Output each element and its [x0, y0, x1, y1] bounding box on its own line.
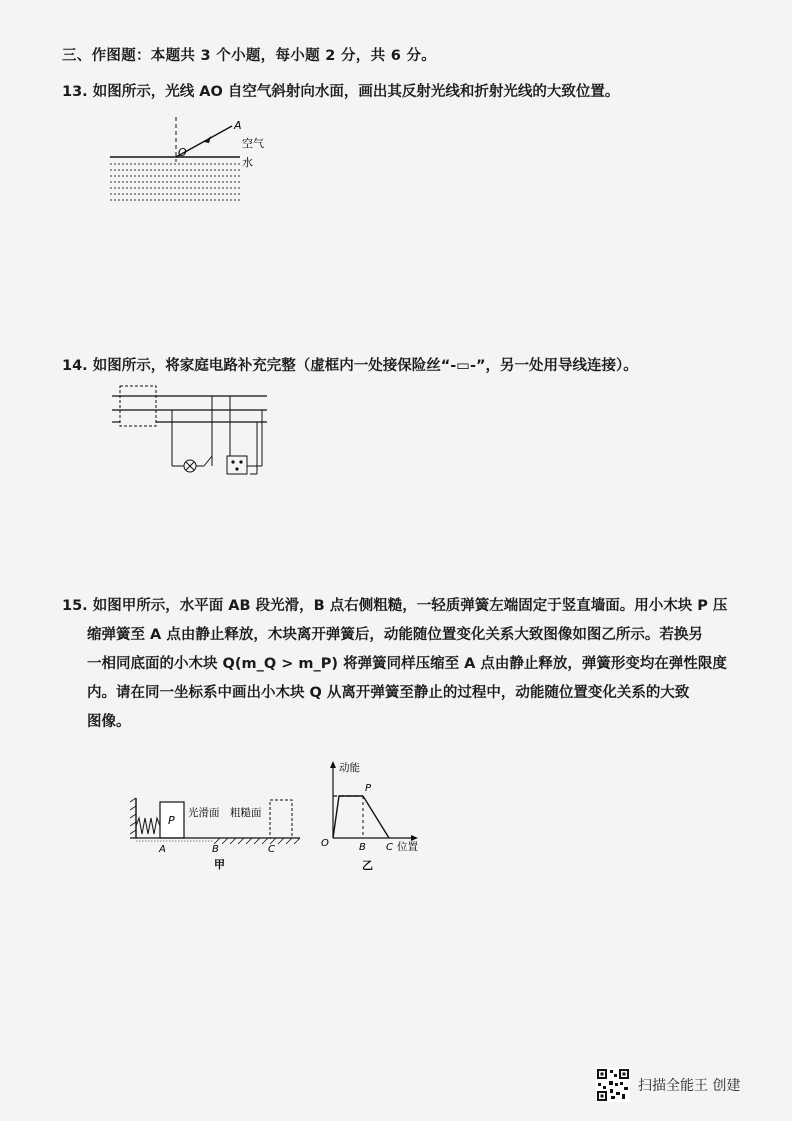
spring-block-figure [130, 788, 310, 877]
air-label: 空气 [242, 137, 264, 150]
point-p-label: P [365, 783, 372, 794]
section-title: 三、作图题：本题共 3 个小题，每小题 2 分，共 6 分。 [62, 48, 437, 64]
qr-code-icon [596, 1068, 630, 1102]
point-c-label: C [386, 842, 393, 853]
point-a-label: A [159, 844, 166, 855]
scanner-watermark [596, 1068, 740, 1102]
rough-surface-label: 粗糙面 [230, 807, 262, 819]
question-13-text: 13. 如图所示，光线 AO 自空气斜射向水面，画出其反射光线和折射光线的大致位置。 [62, 84, 620, 100]
figure-jia-caption: 甲 [214, 858, 225, 871]
question-15-line-2: 缩弹簧至 A 点由静止释放，木块离开弹簧后，动能随位置变化关系大致图像如图乙所示。若换另 [87, 627, 703, 643]
water-label: 水 [242, 156, 253, 169]
question-14-text: 14. 如图所示，将家庭电路补充完整（虚框内一处接保险丝“-▭-”，另一处用导线连接）。 [62, 358, 638, 374]
point-o-label: O [178, 146, 187, 159]
y-axis-label: 动能 [339, 762, 360, 774]
light-refraction-figure [110, 112, 280, 211]
smooth-surface-label: 光滑面 [188, 807, 220, 819]
kinetic-energy-graph [315, 758, 445, 884]
block-p-label: P [168, 814, 175, 827]
watermark-text: 扫描全能王 创建 [638, 1078, 741, 1094]
point-b-label: B [212, 844, 219, 855]
point-a-label: A [234, 119, 242, 132]
question-15-line-3: 一相同底面的小木块 Q(m_Q > m_P) 将弹簧同样压缩至 A 点由静止释放，弹簧形变均在弹性限度 [87, 656, 727, 672]
question-15-line-1: 15. 如图甲所示，水平面 AB 段光滑，B 点右侧粗糙，一轻质弹簧左端固定于竖直墙面。用小木块 P 压 [62, 598, 728, 614]
question-15-line-4: 内。请在同一坐标系中画出小木块 Q 从离开弹簧至静止的过程中，动能随位置变化关系的大致 [87, 685, 690, 701]
origin-label: O [321, 838, 329, 849]
question-15-text [62, 592, 727, 737]
point-b-label: B [359, 842, 366, 853]
household-circuit-figure [112, 382, 282, 486]
point-c-label: C [268, 844, 275, 855]
figure-yi-caption: 乙 [362, 859, 373, 872]
question-15-line-5: 图像。 [87, 714, 131, 730]
x-axis-label: 位置 [397, 841, 418, 853]
